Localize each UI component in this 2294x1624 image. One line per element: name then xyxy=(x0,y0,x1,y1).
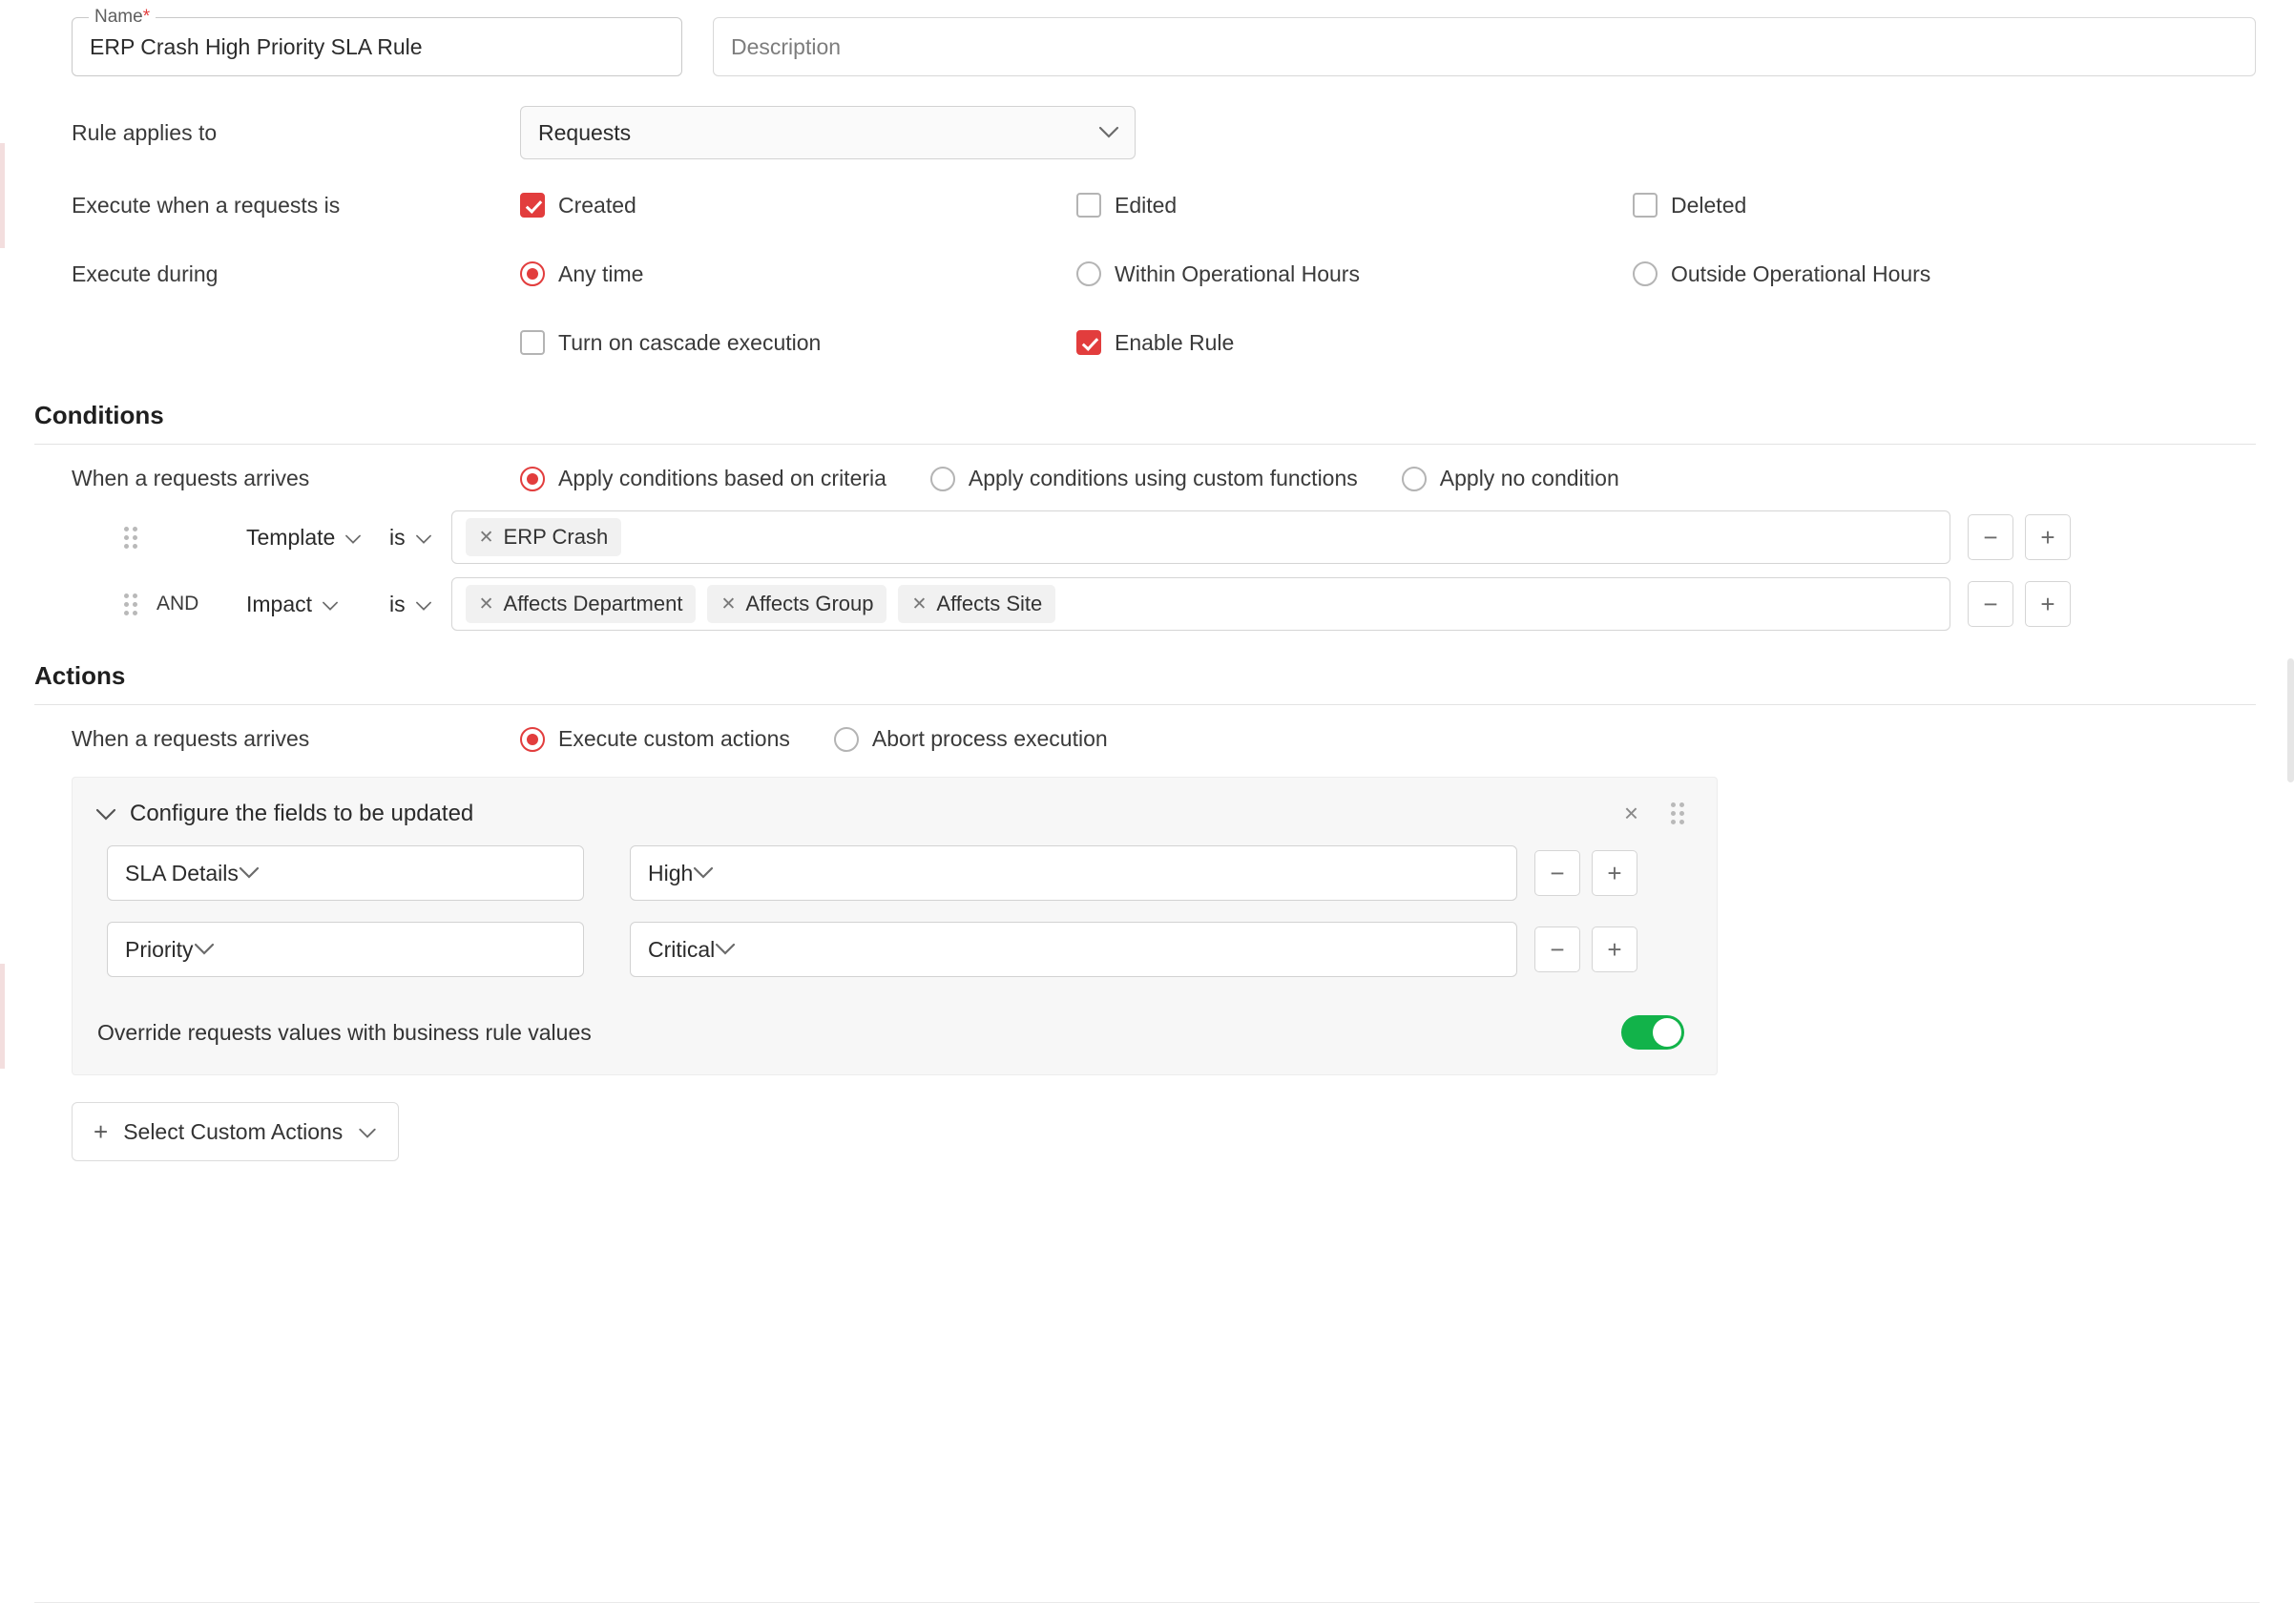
radio-execute-custom-actions[interactable] xyxy=(520,726,790,752)
execute-during-label: Execute during xyxy=(72,260,219,286)
rule-applies-to-label: Rule applies to xyxy=(72,119,218,145)
name-input[interactable] xyxy=(72,17,682,76)
rule-applies-to-row xyxy=(0,105,2294,160)
radio-apply-no-condition[interactable] xyxy=(1402,466,1619,491)
remove-criteria-button[interactable]: − xyxy=(1968,581,2013,627)
left-highlight-bar-top xyxy=(0,143,5,248)
chevron-down-icon xyxy=(415,592,432,617)
override-values-row xyxy=(73,1006,1717,1074)
value-chip xyxy=(466,585,697,623)
add-field-button[interactable]: + xyxy=(1592,927,1637,972)
select-custom-actions-label: Select Custom Actions xyxy=(123,1118,344,1144)
radio-outside-operational-hours-label: Outside Operational Hours xyxy=(1671,260,1931,286)
criteria-operator-value: is xyxy=(389,591,406,616)
chevron-down-icon xyxy=(415,525,432,551)
toggle-knob xyxy=(1653,1018,1681,1047)
add-field-button[interactable]: + xyxy=(1592,850,1637,896)
checkbox-deleted[interactable] xyxy=(1633,193,1746,219)
checkbox-icon xyxy=(1633,193,1658,218)
configure-fields-panel-title: Configure the fields to be updated xyxy=(130,800,474,826)
chevron-down-icon xyxy=(358,1119,377,1145)
chevron-down-icon xyxy=(344,525,362,551)
actions-mode-row xyxy=(0,705,2294,761)
value-chip-label: Affects Group xyxy=(745,592,874,615)
radio-icon xyxy=(1633,261,1658,286)
criteria-list xyxy=(115,510,2071,631)
update-field-value: Priority xyxy=(125,936,194,962)
update-value-value: Critical xyxy=(648,936,716,962)
chevron-down-icon xyxy=(1098,126,1119,139)
execute-during-options xyxy=(520,261,2256,287)
drag-handle-icon[interactable] xyxy=(115,593,147,615)
value-chip-label: Affects Site xyxy=(936,592,1043,615)
update-value-value: High xyxy=(648,860,694,885)
update-field-value: SLA Details xyxy=(125,860,239,885)
value-chip-label: Affects Department xyxy=(503,592,683,615)
actions-row-label: When a requests arrives xyxy=(72,726,310,751)
update-value-select[interactable] xyxy=(630,922,1517,977)
conditions-heading: Conditions xyxy=(34,401,2256,445)
name-field-group xyxy=(72,7,682,76)
value-chip-label: ERP Crash xyxy=(503,525,609,549)
chevron-down-icon[interactable] xyxy=(95,807,116,821)
radio-icon xyxy=(930,467,955,491)
radio-within-operational-hours[interactable] xyxy=(1076,261,1633,287)
radio-any-time[interactable] xyxy=(520,261,1076,287)
execute-when-row xyxy=(0,177,2294,233)
update-value-select[interactable] xyxy=(630,845,1517,901)
criteria-field-value: Template xyxy=(246,524,336,550)
vertical-scrollbar-thumb[interactable] xyxy=(2287,658,2294,782)
checkbox-created-label: Created xyxy=(558,192,636,218)
remove-field-button[interactable]: − xyxy=(1534,927,1580,972)
criteria-field-value: Impact xyxy=(246,591,313,616)
close-icon[interactable]: ✕ xyxy=(911,593,928,614)
radio-execute-custom-actions-label: Execute custom actions xyxy=(558,726,790,751)
extra-options xyxy=(520,330,2256,356)
checkbox-cascade-execution-label: Turn on cascade execution xyxy=(558,329,822,355)
execute-when-options xyxy=(520,193,2256,219)
description-field-group xyxy=(713,17,2256,76)
rule-applies-to-select[interactable] xyxy=(520,106,1136,159)
radio-apply-no-condition-label: Apply no condition xyxy=(1439,466,1619,490)
criteria-field-select[interactable] xyxy=(235,592,378,617)
radio-outside-operational-hours[interactable] xyxy=(1633,261,1930,287)
checkbox-icon xyxy=(1076,193,1101,218)
radio-apply-criteria-label: Apply conditions based on criteria xyxy=(558,466,886,490)
plus-icon: + xyxy=(94,1116,109,1146)
radio-apply-custom-functions-label: Apply conditions using custom functions xyxy=(968,466,1358,490)
left-highlight-bar-bottom xyxy=(0,964,5,1069)
configure-fields-panel-header xyxy=(73,778,1717,845)
radio-apply-custom-functions[interactable] xyxy=(930,466,1358,491)
close-icon[interactable]: ✕ xyxy=(720,593,737,614)
checkbox-deleted-label: Deleted xyxy=(1671,192,1747,218)
field-update-rows xyxy=(73,845,1717,1006)
chevron-down-icon xyxy=(194,943,215,956)
configure-fields-panel xyxy=(72,777,1718,1075)
close-icon[interactable]: × xyxy=(1623,799,1638,827)
rule-applies-to-value: Requests xyxy=(538,119,632,145)
criteria-operator-value: is xyxy=(389,524,406,550)
drag-handle-icon[interactable] xyxy=(115,527,147,549)
checkbox-enable-rule[interactable] xyxy=(1076,330,1633,356)
criteria-operator-select[interactable] xyxy=(378,592,444,617)
select-custom-actions-button[interactable] xyxy=(72,1102,399,1161)
required-asterisk: * xyxy=(142,7,151,27)
conditions-row-label: When a requests arrives xyxy=(72,466,310,490)
checkbox-icon xyxy=(520,330,545,355)
update-field-select[interactable] xyxy=(107,845,584,901)
checkbox-cascade-execution[interactable] xyxy=(520,330,1076,356)
conditions-mode-row xyxy=(0,445,2294,505)
radio-abort-process-execution-label: Abort process execution xyxy=(871,726,1108,751)
update-field-select[interactable] xyxy=(107,922,584,977)
radio-any-time-label: Any time xyxy=(558,260,644,286)
close-icon[interactable]: ✕ xyxy=(478,593,494,614)
field-update-row xyxy=(107,845,1694,901)
execute-during-row xyxy=(0,246,2294,302)
remove-field-button[interactable]: − xyxy=(1534,850,1580,896)
radio-icon xyxy=(1402,467,1427,491)
remove-criteria-button[interactable]: − xyxy=(1968,514,2013,560)
radio-apply-criteria[interactable] xyxy=(520,466,886,491)
value-chip xyxy=(707,585,886,623)
radio-abort-process-execution[interactable] xyxy=(834,726,1108,752)
criteria-field-select[interactable] xyxy=(235,525,378,551)
criteria-operator-select[interactable] xyxy=(378,525,444,551)
radio-icon xyxy=(520,467,545,491)
drag-handle-icon[interactable] xyxy=(1661,802,1694,824)
actions-heading: Actions xyxy=(34,661,2256,705)
checkbox-edited[interactable] xyxy=(1076,193,1633,219)
radio-icon xyxy=(520,261,545,286)
criteria-row xyxy=(115,510,2071,564)
value-chip xyxy=(466,518,622,556)
close-icon[interactable]: ✕ xyxy=(478,527,494,548)
checkbox-enable-rule-label: Enable Rule xyxy=(1115,329,1235,355)
extra-options-row xyxy=(0,315,2294,370)
value-chip xyxy=(898,585,1055,623)
criteria-row xyxy=(115,577,2071,631)
criteria-join-label[interactable]: AND xyxy=(156,593,199,614)
chevron-down-icon xyxy=(239,866,260,880)
name-description-row xyxy=(0,0,2294,76)
description-input[interactable] xyxy=(713,17,2256,76)
radio-within-operational-hours-label: Within Operational Hours xyxy=(1115,260,1360,286)
radio-icon xyxy=(834,727,859,752)
criteria-value-box[interactable] xyxy=(451,510,1950,564)
checkbox-icon xyxy=(1076,330,1101,355)
radio-icon xyxy=(1076,261,1101,286)
name-label xyxy=(89,7,156,28)
field-update-row xyxy=(107,922,1694,977)
radio-icon xyxy=(520,727,545,752)
chevron-down-icon xyxy=(322,592,339,617)
criteria-value-box[interactable] xyxy=(451,577,1950,631)
checkbox-edited-label: Edited xyxy=(1115,192,1178,218)
execute-when-label: Execute when a requests is xyxy=(72,192,341,218)
chevron-down-icon xyxy=(693,866,714,880)
override-values-toggle[interactable] xyxy=(1621,1015,1684,1050)
bottom-divider xyxy=(34,1602,2260,1603)
override-values-label: Override requests values with business rule values xyxy=(97,1019,592,1045)
chevron-down-icon xyxy=(715,943,736,956)
add-criteria-button[interactable]: + xyxy=(2025,581,2071,627)
name-label-text: Name xyxy=(94,7,143,27)
checkbox-created[interactable] xyxy=(520,193,1076,219)
checkbox-icon xyxy=(520,193,545,218)
add-criteria-button[interactable]: + xyxy=(2025,514,2071,560)
